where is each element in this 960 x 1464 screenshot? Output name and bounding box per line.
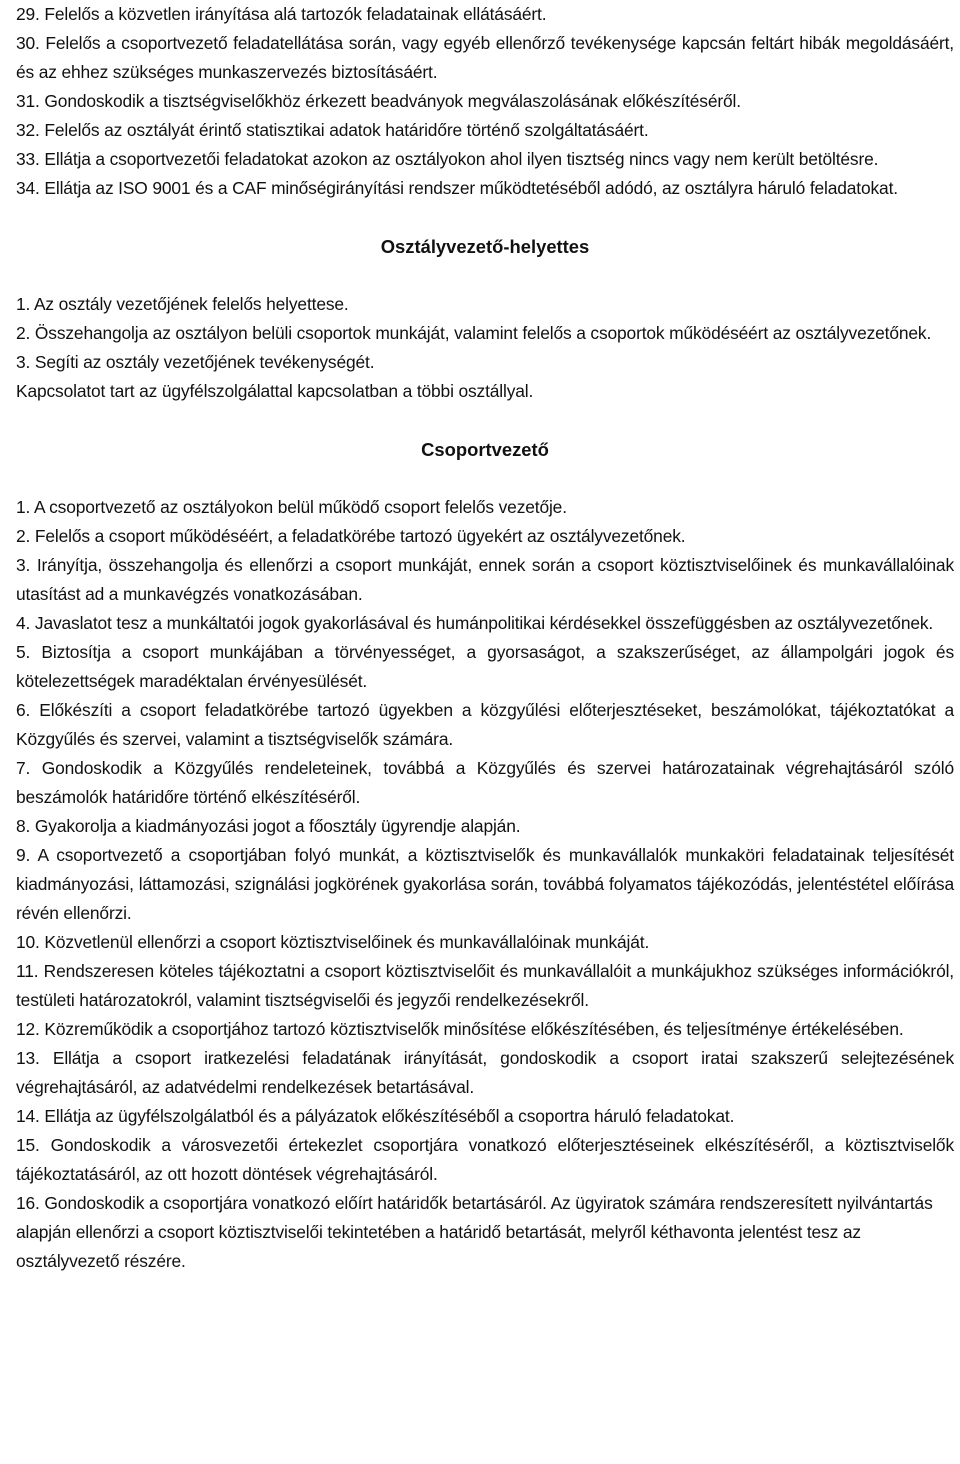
item-text: Az osztály vezetőjének felelős helyettese.: [33, 294, 349, 314]
deputy-item-2: [16, 319, 954, 348]
gl-item-9: [16, 841, 954, 928]
item-number: 14.: [16, 1106, 40, 1126]
responsibilities-list: [16, 0, 954, 203]
gl-item-13: [16, 1044, 954, 1102]
item-text: Felelős a közvetlen irányítása alá tartozók feladatainak ellátásáért.: [44, 4, 547, 24]
document-page: [16, 0, 954, 1276]
list-item-34: [16, 174, 954, 203]
item-text: Ellátja a csoport iratkezelési feladatának irányítását, gondoskodik a csoport iratai szakszerű selejtezésének végrehajtásáról, az adatvédelmi rendelkezések betartásával.: [16, 1048, 954, 1097]
gl-item-5: [16, 638, 954, 696]
item-number: 7.: [16, 758, 31, 778]
deputy-heading: Osztályvezető-helyettes: [380, 236, 590, 257]
item-number: 2.: [16, 526, 31, 546]
list-item-32: [16, 116, 954, 145]
item-number: 13.: [16, 1048, 40, 1068]
gl-item-7: [16, 754, 954, 812]
gl-item-12: [16, 1015, 954, 1044]
item-text: Gondoskodik a csoportjára vonatkozó előírt határidők betartásáról. Az ügyiratok számára rendszeresített nyilvántartás alapján ellenőrzi a csoport köztisztviselői tekintetében a határidő betartását, melyről kéthavonta jelentést tesz az osztályvezető részére.: [16, 1193, 933, 1271]
item-number: 30.: [16, 33, 40, 53]
item-text: Felelős az osztályát érintő statisztikai adatok határidőre történő szolgáltatásáért.: [44, 120, 649, 140]
item-text: Ellátja a csoportvezetői feladatokat azokon az osztályokon ahol ilyen tisztség nincs vagy nem került betöltésre.: [44, 149, 879, 169]
deputy-item-1: [16, 290, 954, 319]
item-text: Felelős a csoport működéséért, a feladatkörébe tartozó ügyekért az osztályvezetőnek.: [34, 526, 686, 546]
item-text: Közvetlenül ellenőrzi a csoport köztisztviselőinek és munkavállalóinak munkáját.: [44, 932, 650, 952]
group-leader-heading: Csoportvezető: [421, 439, 549, 460]
item-number: 3.: [16, 555, 31, 575]
item-text: A csoportvezető a csoportjában folyó munkát, a köztisztviselők és munkavállalók munkaköri feladatainak teljesítését kiadmányozási, láttamozási, szignálási jogkörének gyakorlása során, továbbá folyamatos tájékozódás, jelentéstétel előírása révén ellenőrzi.: [16, 845, 954, 923]
item-text: Gondoskodik a városvezetői értekezlet csoportjára vonatkozó előterjesztéseinek elkészítéséről, a köztisztviselők tájékoztatásáról, az ott hozott döntések végrehajtásáról.: [16, 1135, 954, 1184]
gl-item-11: [16, 957, 954, 1015]
gl-item-6: [16, 696, 954, 754]
item-number: 10.: [16, 932, 40, 952]
item-text: Ellátja az ISO 9001 és a CAF minőségirányítási rendszer működtetéséből adódó, az osztályra háruló feladatokat.: [44, 178, 898, 198]
gl-item-10: [16, 928, 954, 957]
gl-item-3: [16, 551, 954, 609]
item-text: Gondoskodik a Közgyűlés rendeleteinek, továbbá a Közgyűlés és szervei határozatainak végrehajtásáról szóló beszámolók határidőre történő elkészítéséről.: [16, 758, 954, 807]
item-number: 12.: [16, 1019, 40, 1039]
item-text: Irányítja, összehangolja és ellenőrzi a csoport munkáját, ennek során a csoport köztisztviselőinek és munkavállalóinak utasítást ad a munkavégzés vonatkozásában.: [16, 555, 954, 604]
gl-item-1: [16, 493, 954, 522]
item-text: Segíti az osztály vezetőjének tevékenységét.: [34, 352, 375, 372]
gl-item-2: [16, 522, 954, 551]
item-text: Ellátja az ügyfélszolgálatból és a pályázatok előkészítéséből a csoportra háruló feladatokat.: [44, 1106, 735, 1126]
item-text: Felelős a csoportvezető feladatellátása során, vagy egyéb ellenőrző tevékenysége kapcsán feltárt hibák megoldásáért, és az ehhez szükséges munkaszervezés biztosításáért.: [16, 33, 954, 82]
item-number: 34.: [16, 178, 40, 198]
item-number: 8.: [16, 816, 31, 836]
item-number: 5.: [16, 642, 31, 662]
gl-item-4: [16, 609, 954, 638]
item-number: 1.: [16, 294, 31, 314]
item-number: 31.: [16, 91, 40, 111]
deputy-list: [16, 290, 954, 406]
gl-item-8: [16, 812, 954, 841]
gl-item-14: [16, 1102, 954, 1131]
item-number: 2.: [16, 323, 31, 343]
group-leader-list: [16, 493, 954, 1276]
item-text: Gondoskodik a tisztségviselőkhöz érkezett beadványok megválaszolásának előkészítéséről.: [44, 91, 741, 111]
item-text: Közreműködik a csoportjához tartozó köztisztviselők minősítése előkészítésében, és teljesítménye értékelésében.: [44, 1019, 904, 1039]
gl-item-16: [16, 1189, 954, 1276]
item-text: A csoportvezető az osztályokon belül működő csoport felelős vezetője.: [33, 497, 567, 517]
item-number: 33.: [16, 149, 40, 169]
item-number: 16.: [16, 1193, 40, 1213]
item-number: 15.: [16, 1135, 40, 1155]
list-item-30: [16, 29, 954, 87]
item-number: 9.: [16, 845, 31, 865]
item-number: 11.: [16, 961, 39, 981]
item-number: 29.: [16, 4, 40, 24]
item-number: 1.: [16, 497, 31, 517]
gl-item-15: [16, 1131, 954, 1189]
deputy-note: Kapcsolatot tart az ügyfélszolgálattal kapcsolatban a többi osztállyal.: [16, 381, 534, 401]
list-item-31: [16, 87, 954, 116]
deputy-item-3: [16, 348, 954, 377]
item-text: Biztosítja a csoport munkájában a törvényességet, a gyorsaságot, a szakszerűséget, az állampolgári jogok és kötelezettségek maradéktalan érvényesülését.: [16, 642, 954, 691]
item-text: Összehangolja az osztályon belüli csoportok munkáját, valamint felelős a csoportok működéséért az osztályvezetőnek.: [34, 323, 932, 343]
item-text: Előkészíti a csoport feladatkörébe tartozó ügyekben a közgyűlési előterjesztéseket, beszámolókat, tájékoztatókat a Közgyűlés és szervei, valamint a tisztségviselők számára.: [16, 700, 955, 749]
list-item-29: [16, 0, 954, 29]
item-text: Javaslatot tesz a munkáltatói jogok gyakorlásával és humánpolitikai kérdésekkel összefüggésben az osztályvezetőnek.: [34, 613, 934, 633]
item-text: Rendszeresen köteles tájékoztatni a csoport köztisztviselőit és munkavállalóit a munkájukhoz szükséges információkról, testületi határozatokról, valamint tisztségviselői és jegyzői rendelkezésekről.: [16, 961, 954, 1010]
item-text: Gyakorolja a kiadmányozási jogot a főosztály ügyrendje alapján.: [34, 816, 521, 836]
list-item-33: [16, 145, 954, 174]
item-number: 3.: [16, 352, 31, 372]
item-number: 4.: [16, 613, 31, 633]
item-number: 32.: [16, 120, 40, 140]
item-number: 6.: [16, 700, 31, 720]
